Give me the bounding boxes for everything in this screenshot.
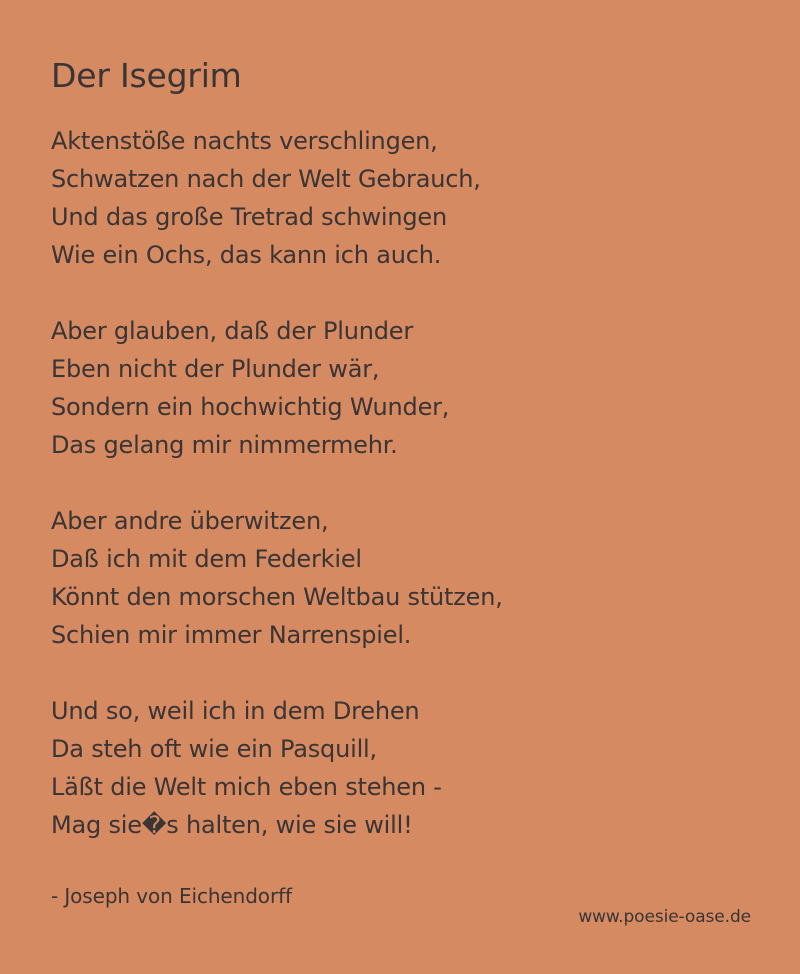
poem-line: Eben nicht der Plunder wär,: [51, 355, 380, 383]
poem-line: Könnt den morschen Weltbau stützen,: [51, 583, 503, 611]
poem-line: Das gelang mir nimmermehr.: [51, 431, 398, 459]
poem-author: - Joseph von Eichendorff: [51, 884, 292, 908]
poem-line: Aber glauben, daß der Plunder: [51, 317, 414, 345]
poem-line: Da steh oft wie ein Pasquill,: [51, 735, 377, 763]
poem-line: Mag sie�s halten, wie sie will!: [51, 811, 413, 839]
poem-line: Aber andre überwitzen,: [51, 507, 329, 535]
stanza-2: [51, 312, 771, 464]
poem-container: [51, 54, 771, 910]
website-url: www.poesie-oase.de: [578, 907, 751, 927]
poem-line: Aktenstöße nachts verschlingen,: [51, 127, 438, 155]
poem-line: Und das große Tretrad schwingen: [51, 203, 447, 231]
poem-line: Daß ich mit dem Federkiel: [51, 545, 362, 573]
stanza-3: [51, 502, 771, 654]
poem-line: Läßt die Welt mich eben stehen -: [51, 773, 442, 801]
poem-line: Schwatzen nach der Welt Gebrauch,: [51, 165, 481, 193]
poem-line: Und so, weil ich in dem Drehen: [51, 697, 420, 725]
stanza-4: [51, 692, 771, 844]
stanza-1: [51, 122, 771, 274]
poem-line: Wie ein Ochs, das kann ich auch.: [51, 241, 442, 269]
poem-line: Sondern ein hochwichtig Wunder,: [51, 393, 450, 421]
poem-title: Der Isegrim: [51, 56, 242, 95]
poem-line: Schien mir immer Narrenspiel.: [51, 621, 412, 649]
